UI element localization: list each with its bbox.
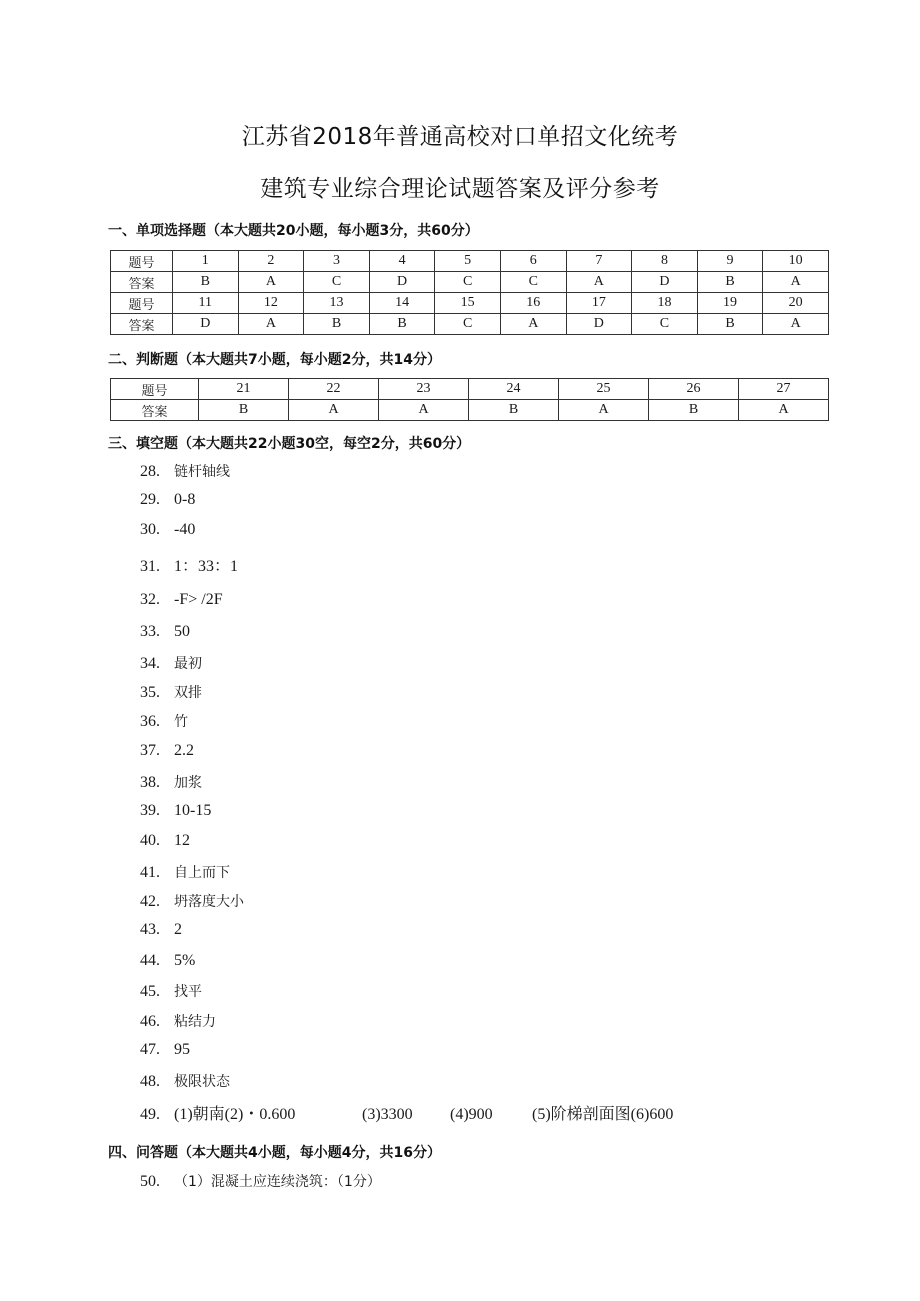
item-number: 28. [140,463,160,480]
item-number: 35. [140,684,160,701]
answer-cell: 1 [173,251,239,272]
answer-cell: A [739,400,829,421]
answer-cell: B [304,314,370,335]
list-item [140,491,195,509]
answer-cell: 15 [435,293,501,314]
list-item [140,653,202,673]
title-line-2: 建筑专业综合理论试题答案及评分参考 [260,176,660,202]
list-item [140,682,202,702]
answer-cell: B [649,400,739,421]
answer-cell: A [238,314,304,335]
answer-cell: 2 [238,251,304,272]
item-answer: 50 [174,623,190,640]
answer-cell: D [173,314,239,335]
answer-cell: A [379,400,469,421]
item-answer: 最初 [174,656,202,672]
list-item [140,742,194,760]
list-item [140,772,202,792]
answer-cell: D [369,272,435,293]
answer-cell: 13 [304,293,370,314]
list-item [140,711,188,731]
list-item [140,1071,230,1091]
table-row [111,272,829,293]
item-answer: 10-15 [174,802,212,819]
row-header-cell: 题号 [111,251,173,272]
answer-cell: 20 [763,293,829,314]
item-number: 36. [140,713,160,730]
item-answer: 12 [174,832,190,849]
item-49-part-3: (4)900 [450,1106,493,1123]
list-item [140,461,230,481]
item-answer: 粘结力 [174,1014,216,1030]
list-item [140,952,195,970]
answer-cell: C [632,314,698,335]
answer-cell: 14 [369,293,435,314]
title-line-1: 江苏省2018年普通高校对口单招文化统考 [241,124,679,150]
answer-cell: C [435,272,501,293]
table-row [111,379,829,400]
answer-cell: 16 [500,293,566,314]
answer-cell: B [469,400,559,421]
answer-cell: 5 [435,251,501,272]
list-item [140,921,182,939]
item-answer: 95 [174,1041,190,1058]
list-item [140,591,223,609]
answer-cell: 22 [289,379,379,400]
table-row [111,293,829,314]
multiple-choice-answer-table [110,250,829,335]
answer-cell: C [500,272,566,293]
answer-cell: 10 [763,251,829,272]
list-item [140,1011,216,1031]
answer-cell: B [369,314,435,335]
answer-cell: 19 [697,293,763,314]
item-number: 49. [140,1106,160,1123]
item-answer: 1：33：1 [174,558,239,575]
item-number: 30. [140,521,160,538]
answer-cell: A [566,272,632,293]
answer-cell: 26 [649,379,739,400]
item-number: 33. [140,623,160,640]
item-answer: 2 [174,921,182,938]
answer-cell: B [173,272,239,293]
item-answer: 加浆 [174,775,202,791]
item-answer: 极限状态 [174,1074,230,1090]
item-number: 40. [140,832,160,849]
item-number: 48. [140,1073,160,1090]
answer-cell: C [435,314,501,335]
answer-cell: B [697,272,763,293]
answer-cell: 27 [739,379,829,400]
item-number: 43. [140,921,160,938]
item-50-text: （1）混凝土应连续浇筑：（1分） [174,1174,381,1190]
answer-cell: 25 [559,379,649,400]
table-row [111,251,829,272]
answer-cell: 21 [199,379,289,400]
item-answer: 竹 [174,714,188,730]
answer-cell: 17 [566,293,632,314]
item-answer: 自上而下 [174,865,230,881]
section-1-heading: 一、单项选择题（本大题共20小题，每小题3分，共60分） [108,223,479,239]
item-number: 34. [140,655,160,672]
answer-cell: 8 [632,251,698,272]
item-49-part-4: (5)阶梯剖面图(6)600 [532,1106,674,1123]
item-49-part-1: (1)朝南(2)・0.600 [174,1106,296,1123]
list-item [140,1041,190,1059]
answer-item-50 [140,1171,381,1191]
item-number: 32. [140,591,160,608]
item-number: 41. [140,864,160,881]
answer-cell: A [289,400,379,421]
section-3-heading: 三、填空题（本大题共22小题30空，每空2分，共60分） [108,436,471,452]
table-row [111,400,829,421]
answer-cell: 18 [632,293,698,314]
list-item [140,832,190,850]
item-answer: 链杆轴线 [174,464,230,480]
answer-cell: A [763,314,829,335]
answer-cell: 4 [369,251,435,272]
list-item [140,891,244,911]
item-number: 50. [140,1173,160,1190]
answer-cell: 12 [238,293,304,314]
item-answer: -F> /2F [174,591,223,608]
item-answer: 5% [174,952,196,969]
answer-cell: 24 [469,379,559,400]
answer-cell: B [697,314,763,335]
item-number: 42. [140,893,160,910]
row-header-cell: 答案 [111,314,173,335]
answer-cell: A [559,400,649,421]
list-item [140,802,211,820]
answer-cell: A [500,314,566,335]
item-answer: 坍落度大小 [174,894,244,910]
answer-cell: A [763,272,829,293]
item-answer: 0-8 [174,491,196,508]
answer-cell: D [566,314,632,335]
table-row [111,314,829,335]
item-number: 46. [140,1013,160,1030]
answer-cell: 7 [566,251,632,272]
section-2-heading: 二、判断题（本大题共7小题，每小题2分，共14分） [108,352,441,368]
answer-cell: 23 [379,379,469,400]
answer-cell: 11 [173,293,239,314]
answer-cell: 3 [304,251,370,272]
answer-cell: D [632,272,698,293]
row-header-cell: 答案 [111,400,199,421]
item-number: 38. [140,774,160,791]
answer-cell: 6 [500,251,566,272]
item-answer: 双排 [174,685,202,701]
row-header-cell: 题号 [111,293,173,314]
item-number: 37. [140,742,160,759]
answer-cell: A [238,272,304,293]
item-answer: 找平 [174,984,202,1000]
item-number: 31. [140,558,160,575]
list-item [140,981,202,1001]
list-item [140,521,195,539]
list-item [140,553,238,576]
answer-cell: 9 [697,251,763,272]
answer-item-49 [140,1101,673,1124]
answer-cell: B [199,400,289,421]
item-answer: -40 [174,521,196,538]
section-4-heading: 四、问答题（本大题共4小题，每小题4分，共16分） [108,1145,441,1161]
item-answer: 2.2 [174,742,194,759]
item-number: 47. [140,1041,160,1058]
row-header-cell: 题号 [111,379,199,400]
item-number: 45. [140,983,160,1000]
list-item [140,623,190,641]
item-number: 39. [140,802,160,819]
item-number: 44. [140,952,160,969]
true-false-answer-table [110,378,829,421]
answer-cell: C [304,272,370,293]
list-item [140,862,230,882]
item-49-part-2: (3)3300 [362,1106,413,1123]
row-header-cell: 答案 [111,272,173,293]
item-number: 29. [140,491,160,508]
